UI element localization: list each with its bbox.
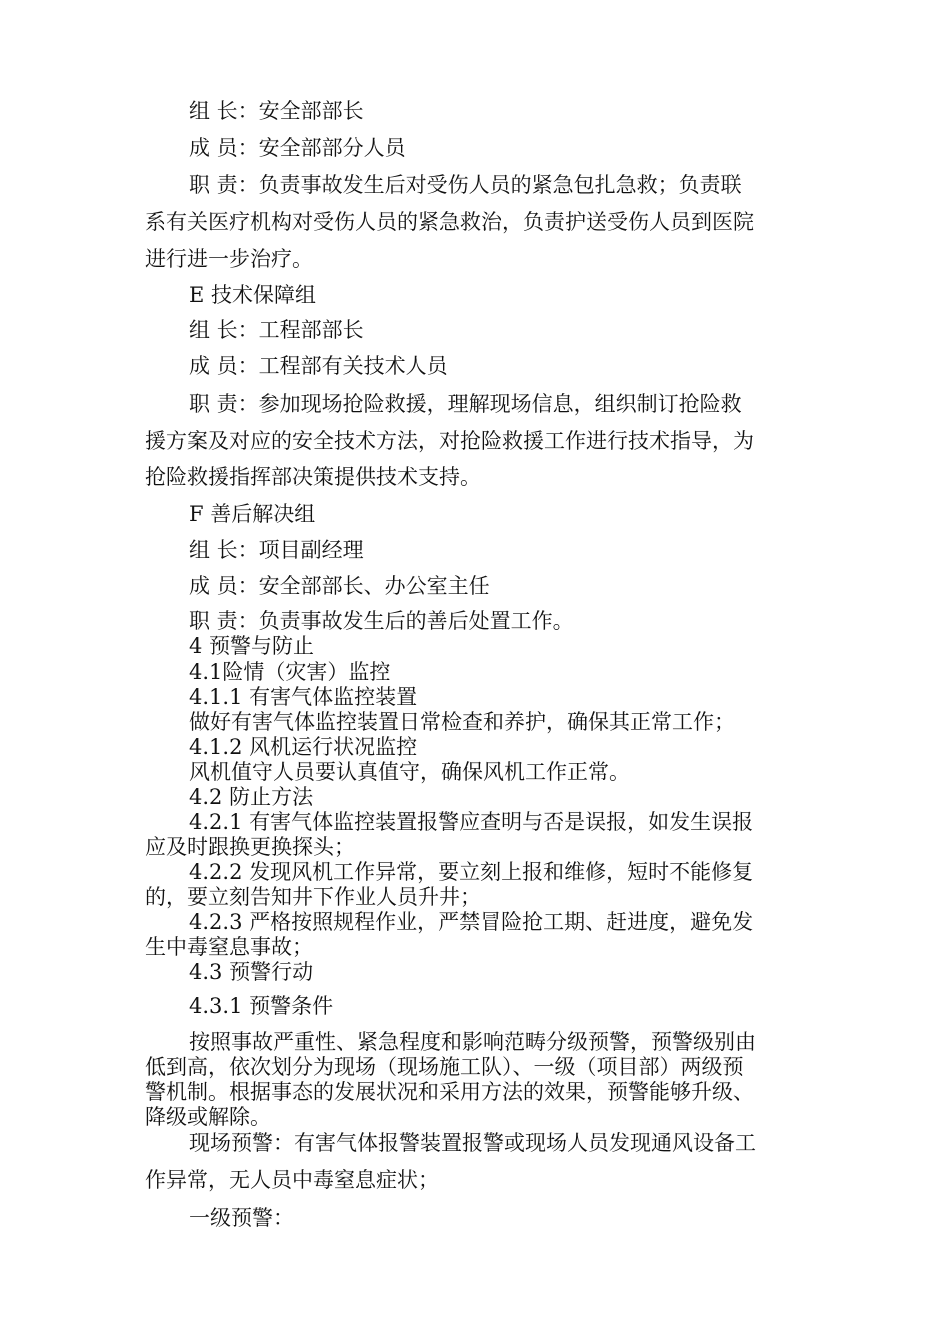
text-line-site-warning-b: 作异常，无人员中毒窒息症状； xyxy=(145,1168,439,1192)
section-heading-4-1: 4.1险情（灾害）监控 xyxy=(189,660,391,684)
text-line-4-3-1-d: 降级或解除。 xyxy=(145,1105,271,1129)
text-line-level-one-warning: 一级预警： xyxy=(189,1206,294,1230)
text-line-duties-tech-3: 抢险救援指挥部决策提供技术支持。 xyxy=(145,465,481,489)
section-heading-aftermath: F 善后解决组 xyxy=(189,502,316,526)
text-line-leader-tech: 组 长：工程部部长 xyxy=(189,318,364,342)
text-line-4-3-1-c: 警机制。根据事态的发展状况和采用方法的效果，预警能够升级、 xyxy=(145,1080,754,1104)
section-heading-4-3-1: 4.3.1 预警条件 xyxy=(189,994,334,1018)
section-heading-technical-support: E 技术保障组 xyxy=(189,283,317,307)
text-line-duties-aftermath: 职 责：负责事故发生后的善后处置工作。 xyxy=(189,609,574,633)
text-line-leader-aftermath: 组 长：项目副经理 xyxy=(189,538,364,562)
section-heading-4-2: 4.2 防止方法 xyxy=(189,785,314,809)
text-line-members-tech: 成 员：工程部有关技术人员 xyxy=(189,354,448,378)
text-line-members-e: 成 员：安全部部分人员 xyxy=(189,136,406,160)
section-heading-4: 4 预警与防止 xyxy=(189,634,315,658)
text-line-duties-e-3: 进行进一步治疗。 xyxy=(145,247,313,271)
text-line-4-2-2-a: 4.2.2 发现风机工作异常，要立刻上报和维修，短时不能修复 xyxy=(189,860,754,884)
text-line-4-1-1: 做好有害气体监控装置日常检查和养护，确保其正常工作； xyxy=(189,710,735,734)
text-line-4-2-2-b: 的，要立刻告知井下作业人员升井； xyxy=(145,885,481,909)
text-line-duties-e-1: 职 责：负责事故发生后对受伤人员的紧急包扎急救；负责联 xyxy=(189,173,742,197)
text-line-4-3-1-b: 低到高，依次划分为现场（现场施工队）、一级（项目部）两级预 xyxy=(145,1055,744,1079)
text-line-site-warning-a: 现场预警：有害气体报警装置报警或现场人员发现通风设备工 xyxy=(189,1131,756,1155)
text-line-duties-e-2: 系有关医疗机构对受伤人员的紧急救治，负责护送受伤人员到医院 xyxy=(145,210,754,234)
text-line-4-1-2: 风机值守人员要认真值守，确保风机工作正常。 xyxy=(189,760,630,784)
text-line-4-2-1-a: 4.2.1 有害气体监控装置报警应查明与否是误报，如发生误报 xyxy=(189,810,754,834)
text-line-duties-tech-1: 职 责：参加现场抢险救援，理解现场信息，组织制订抢险救 xyxy=(189,392,742,416)
text-line-leader-e: 组 长：安全部部长 xyxy=(189,99,364,123)
text-line-4-2-3-a: 4.2.3 严格按照规程作业，严禁冒险抢工期、赶进度，避免发 xyxy=(189,910,754,934)
text-line-4-2-3-b: 生中毒窒息事故； xyxy=(145,935,313,959)
section-heading-4-1-1: 4.1.1 有害气体监控装置 xyxy=(189,685,418,709)
text-line-duties-tech-2: 援方案及对应的安全技术方法，对抢险救援工作进行技术指导，为 xyxy=(145,429,754,453)
section-heading-4-3: 4.3 预警行动 xyxy=(189,960,314,984)
text-line-4-3-1-a: 按照事故严重性、紧急程度和影响范畴分级预警，预警级别由 xyxy=(189,1030,756,1054)
text-line-members-aftermath: 成 员：安全部部长、办公室主任 xyxy=(189,574,490,598)
text-line-4-2-1-b: 应及时跟换更换探头； xyxy=(145,835,355,859)
section-heading-4-1-2: 4.1.2 风机运行状况监控 xyxy=(189,735,418,759)
